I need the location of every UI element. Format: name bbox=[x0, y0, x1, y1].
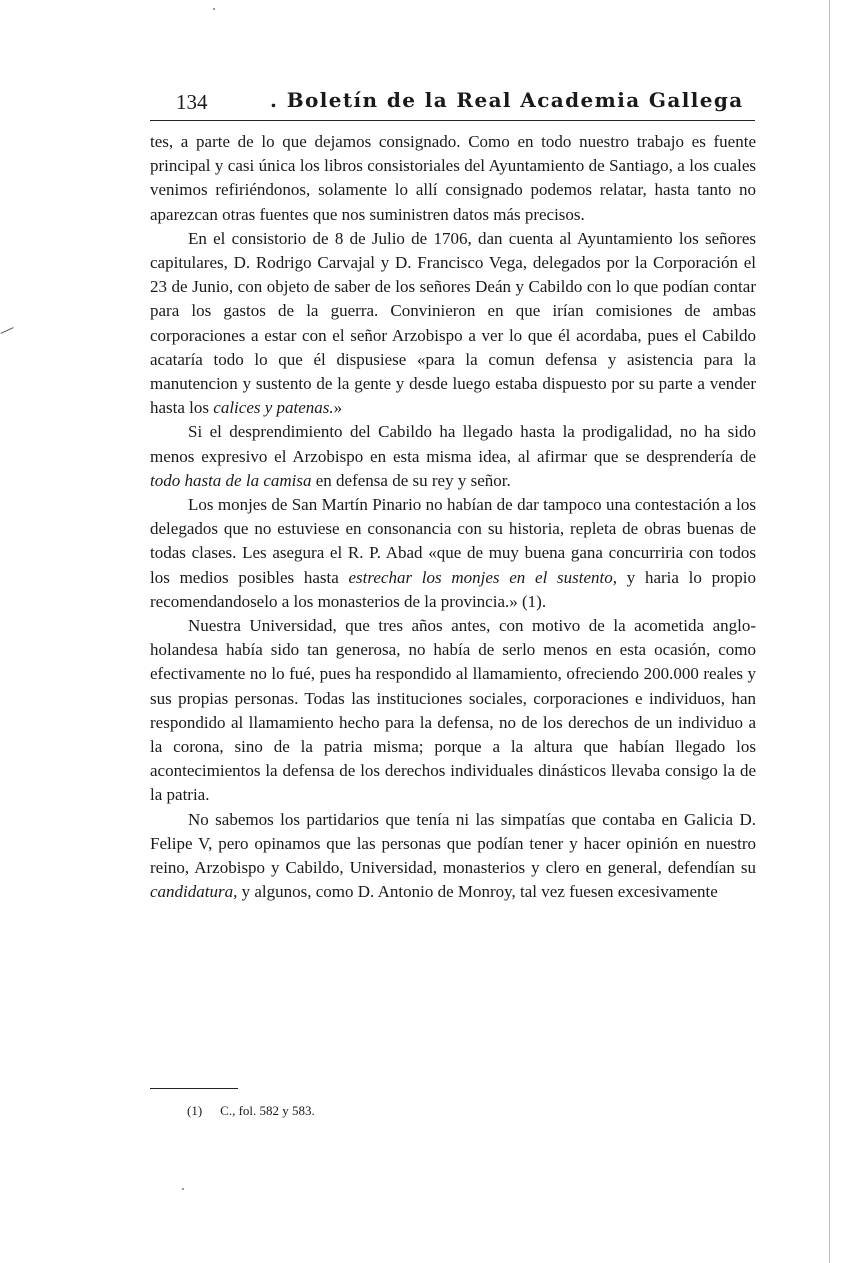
text-run: Los monjes de San Martín Pinario no habían de dar tampoco una contestación a los delegados que no estuviese en consonancia con su historia, repleta de obras buenas de todas clases. Les asegura el R. P. Abad «que de muy buena gana concurriria con todos los medios posibles hasta bbox=[150, 495, 756, 587]
text-run: tes, a parte de lo que dejamos consignado. Como en todo nuestro trabajo es fuente principal y casi única los libros consistoriales del Ayuntamiento de Santiago, a los cuales venimos refiriéndonos, solamente lo allí consignado podemos relatar, hasta tanto no aparezcan otras fuentes que nos suministren datos más precisos. bbox=[150, 132, 756, 224]
paragraph bbox=[150, 130, 756, 227]
paper-speck bbox=[213, 8, 215, 10]
footnote bbox=[187, 1103, 315, 1119]
paragraph bbox=[150, 420, 756, 493]
text-run: Nuestra Universidad, que tres años antes, con motivo de la acometida anglo-holandesa había sido tan generosa, no había de serlo menos en esta ocasión, como efectivamente no lo fué, pues ha respondido al llamamiento, ofreciendo 200.000 reales y sus propias personas. Todas las instituciones sociales, corporaciones e individuos, han respondido al llamamiento hecho para la defensa, no de los derechos de un individuo a la corona, sino de la patria misma; porque a la altura que habían llegado los acontecimientos la defensa de los derechos individuales dinásticos llevaba consigo la de la patria. bbox=[150, 616, 756, 805]
paper-speck bbox=[182, 1188, 184, 1190]
margin-pencil-mark bbox=[0, 327, 13, 334]
page-header bbox=[150, 86, 755, 121]
text-run: » bbox=[333, 398, 343, 418]
paragraph bbox=[150, 808, 756, 905]
body-text bbox=[150, 130, 756, 905]
text-run: y algunos, como D. Antonio de Monroy, tal vez fuesen excesivamente bbox=[237, 882, 718, 902]
page-number: 134 bbox=[176, 90, 208, 114]
paragraph bbox=[150, 227, 756, 421]
italic-phrase: estrechar los monjes en el sustento, bbox=[348, 567, 617, 587]
italic-phrase: todo hasta de la camisa bbox=[150, 470, 312, 490]
footnote-rule bbox=[150, 1088, 238, 1089]
text-run: En el consistorio de 8 de Julio de 1706, dan cuenta al Ayuntamiento los señores capitulares, D. Rodrigo Carvajal y D. Francisco Vega, delegados por la Corporación el 23 de Junio, con objeto de saber de los señores Deán y Cabildo con lo que podían contar para los gastos de la guerra. Convinieron en que irían comisiones de ambas corporaciones a estar con el señor Arzobispo a ver lo que él acordaba, pues el Cabildo acataría todo lo que él dispusiese «para la comun defensa y asistencia para la manutencion y sustento de la gente y desde luego estaba dispuesto por su parte a vender hasta los bbox=[150, 228, 756, 418]
italic-phrase: calices y patenas. bbox=[213, 398, 334, 418]
paragraph bbox=[150, 493, 756, 614]
footnote-text: C., fol. 582 y 583. bbox=[220, 1103, 315, 1118]
running-title: . Boletín de la Real Academia Gallega bbox=[270, 88, 744, 112]
page-edge-line bbox=[829, 0, 830, 1263]
text-run: y haria lo propio recomendandoselo a los monasterios de la provincia.» (1). bbox=[150, 567, 756, 611]
footnote-mark: (1) bbox=[187, 1103, 203, 1118]
text-run: Si el desprendimiento del Cabildo ha llegado hasta la prodigalidad, no ha sido menos expresivo el Arzobispo en esta misma idea, al afirmar que se desprendería de bbox=[150, 422, 756, 466]
paragraph bbox=[150, 614, 756, 808]
text-run: en defensa de su rey y señor. bbox=[311, 470, 511, 490]
italic-phrase: candidatura, bbox=[150, 882, 238, 902]
text-run: No sabemos los partidarios que tenía ni las simpatías que contaba en Galicia D. Felipe V, pero opinamos que las personas que podían tener y hacer opinión en nuestro reino, Arzobispo y Cabildo, Universidad, monasterios y clero en general, defendían su bbox=[150, 809, 756, 878]
